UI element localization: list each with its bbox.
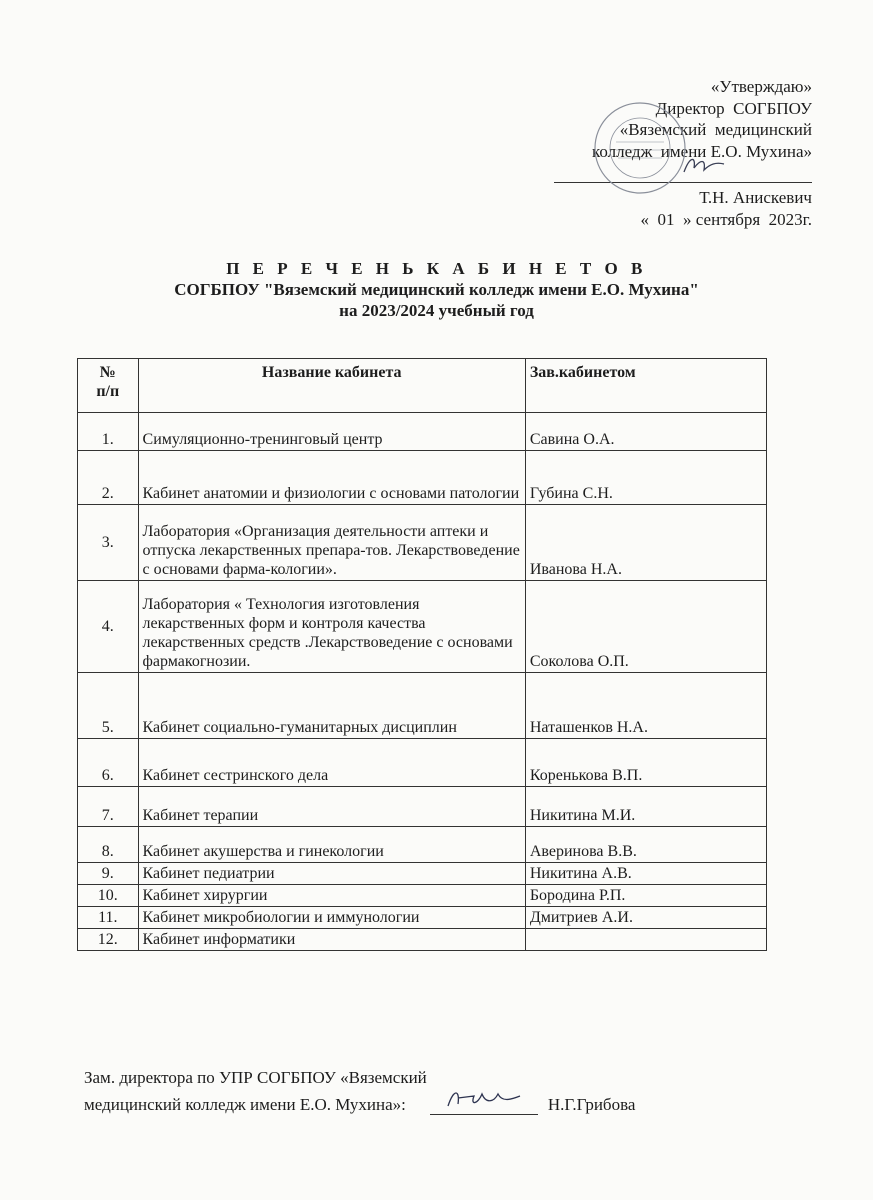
cell-number: 12. <box>78 929 139 951</box>
cell-name: Кабинет акушерства и гинекологии <box>138 827 525 863</box>
deputy-signature-icon <box>444 1086 524 1112</box>
cell-name: Кабинет социально-гуманитарных дисциплин <box>138 673 525 739</box>
cell-name: Кабинет терапии <box>138 787 525 827</box>
title-year: на 2023/2024 учебный год <box>339 301 534 320</box>
director-name: Т.Н. Анискевич <box>699 188 812 207</box>
cell-number: 7. <box>78 787 139 827</box>
cell-name: Кабинет микробиологии и иммунологии <box>138 907 525 929</box>
cell-head: Иванова Н.А. <box>525 505 766 581</box>
director-title: Директор СОГБПОУ <box>655 98 812 118</box>
cell-number: 5. <box>78 673 139 739</box>
cell-head <box>525 929 766 951</box>
table-row <box>78 739 767 787</box>
cabinets-table <box>77 358 767 951</box>
cell-name: Кабинет сестринского дела <box>138 739 525 787</box>
cell-number: 11. <box>78 907 139 929</box>
table-row <box>78 885 767 907</box>
cell-head: Бородина Р.П. <box>525 885 766 907</box>
footer-signer-name: Н.Г.Грибова <box>547 1095 636 1114</box>
table-row <box>78 907 767 929</box>
college-name-line1: «Вяземский медицинский <box>619 120 812 139</box>
table-row <box>78 413 767 451</box>
cell-number: 9. <box>78 863 139 885</box>
cell-number: 6. <box>78 739 139 787</box>
approve-heading: «Утверждаю» <box>710 77 812 96</box>
header-number-line1: № <box>99 364 116 381</box>
cell-head: Никитина М.И. <box>525 787 766 827</box>
table-row <box>78 787 767 827</box>
table-row <box>78 581 767 673</box>
table-row <box>78 673 767 739</box>
cell-head: Соколова О.П. <box>525 581 766 673</box>
title-organization: СОГБПОУ "Вяземский медицинский колледж имени Е.О. Мухина" <box>174 280 699 299</box>
footer-position-line2: медицинский колледж имени Е.О. Мухина»: <box>84 1095 406 1114</box>
cell-name: Кабинет информатики <box>138 929 525 951</box>
header-number-line2: п/п <box>96 383 120 400</box>
footer-signature-block <box>84 1067 635 1115</box>
header-number <box>78 359 139 413</box>
table-row <box>78 451 767 505</box>
cell-name: Кабинет анатомии и физиологии с основами патологии <box>138 451 525 505</box>
header-name: Название кабинета <box>138 359 525 413</box>
header-head: Зав.кабинетом <box>525 359 766 413</box>
cell-head: Наташенков Н.А. <box>525 673 766 739</box>
table-row <box>78 827 767 863</box>
college-name-line2: колледж имени Е.О. Мухина» <box>591 141 812 161</box>
title-heading: П Е Р Е Ч Е Н Ь К А Б И Н Е Т О В <box>226 259 647 278</box>
cell-head: Дмитриев А.И. <box>525 907 766 929</box>
approval-block <box>554 76 812 230</box>
cell-number: 10. <box>78 885 139 907</box>
cell-name: Кабинет хирургии <box>138 885 525 907</box>
cell-head: Никитина А.В. <box>525 863 766 885</box>
approval-date: « 01 » сентября 2023г. <box>640 209 812 229</box>
cell-number: 8. <box>78 827 139 863</box>
cell-head: Коренькова В.П. <box>525 739 766 787</box>
cell-name: Кабинет педиатрии <box>138 863 525 885</box>
cell-head: Аверинова В.В. <box>525 827 766 863</box>
cell-name: Симуляционно-тренинговый центр <box>138 413 525 451</box>
cell-head: Губина С.Н. <box>525 451 766 505</box>
cell-number: 3. <box>78 505 139 581</box>
cell-head: Савина О.А. <box>525 413 766 451</box>
table-row <box>78 863 767 885</box>
cell-number: 1. <box>78 413 139 451</box>
director-signature-icon <box>682 152 726 178</box>
college-stamp-icon <box>592 100 688 196</box>
table-row <box>78 505 767 581</box>
approval-signature-line <box>554 162 812 183</box>
cell-name: Лаборатория « Технология изготовления лекарственных форм и контроля качества лекарственных средств .Лекарствоведение с основами фармакогнозии. <box>138 581 525 673</box>
cell-number: 2. <box>78 451 139 505</box>
table-row <box>78 929 767 951</box>
table-header-row <box>78 359 767 413</box>
cell-name: Лаборатория «Организация деятельности аптеки и отпуска лекарственных препара-тов. Лекарствоведение с основами фарма-кологии». <box>138 505 525 581</box>
document-title <box>0 258 873 321</box>
cell-number: 4. <box>78 581 139 673</box>
footer-signature-line <box>430 1088 538 1115</box>
footer-position-line1: Зам. директора по УПР СОГБПОУ «Вяземский <box>84 1068 427 1087</box>
